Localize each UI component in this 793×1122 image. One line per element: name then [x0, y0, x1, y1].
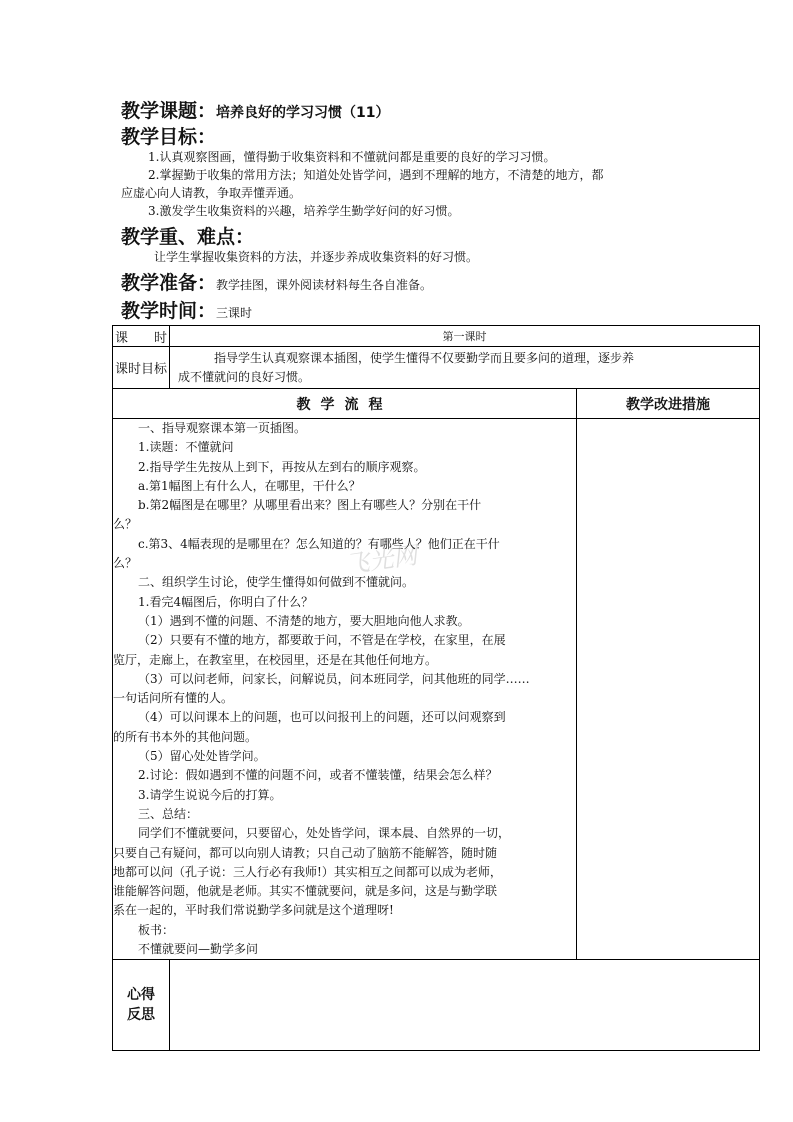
topic-row [121, 96, 761, 122]
objectives-row [121, 122, 761, 148]
objective-item: 1.认真观察图画，懂得勤于收集资料和不懂就问都是重要的良好的学习习惯。 [148, 150, 556, 164]
goal-value-cell [170, 347, 760, 389]
reflect-row [113, 960, 760, 1051]
goal-line: 指导学生认真观察课本插图，使学生懂得不仅要勤学而且要多问的道理，逐步养 [178, 351, 635, 365]
key-points-label: 教学重、难点： [121, 226, 255, 248]
flow-line: 3.请学生说说今后的打算。 [138, 787, 282, 802]
goal-label-cell [113, 347, 170, 389]
lesson-header [121, 96, 761, 322]
flow-line: （2）只要有不懂的地方，都要敢于问，不管是在学校，在家里，在展 [138, 633, 506, 648]
period-label: 课 时 [114, 330, 167, 346]
time-row [121, 296, 761, 322]
flow-line: 不懂就要问—勤学多问 [138, 942, 259, 957]
flow-line: 么？ [113, 517, 138, 532]
goal-row [113, 347, 760, 389]
objective-item: 2.掌握勤于收集的常用方法；知道处处皆学问，遇到不理解的地方，不清楚的地方，都 [148, 168, 604, 182]
flow-line: （4）可以问课本上的问题，也可以问报刊上的问题，还可以问观察到 [138, 710, 506, 725]
time-label: 教学时间： [121, 300, 217, 322]
goal-label: 课时目标 [114, 362, 167, 377]
flow-line: a.第1幅图上有什么人，在哪里，干什么？ [138, 478, 361, 493]
reflect-label-cell [113, 960, 170, 1051]
flow-line: 系在一起的，平时我们常说勤学多问就是这个道理呀! [113, 903, 394, 918]
flow-line: 二、组织学生讨论，使学生懂得如何做到不懂就问。 [138, 575, 415, 590]
flow-line: 2.指导学生先按从上到下，再按从左到右的顺序观察。 [138, 459, 426, 474]
period-label-cell [113, 326, 170, 347]
period-row [113, 326, 760, 347]
flow-line: 地都可以问（孔子说：三人行必有我师!）其实相互之间都可以成为老师， [113, 864, 502, 879]
objectives-label: 教学目标： [121, 126, 217, 148]
flow-line: 谁能解答问题，他就是老师。其实不懂就要问，就是多问，这是与勤学联 [113, 884, 498, 899]
key-points-value: 让学生掌握收集资料的方法，并逐步养成收集资料的好习惯。 [154, 250, 479, 264]
flow-line: 的所有书本外的其他问题。 [113, 729, 258, 744]
preparation-value: 教学挂图，课外阅读材料每生各自准备。 [216, 278, 433, 292]
flow-line: 只要自己有疑问，都可以向别人请教；只自己动了脑筋不能解答，随时随 [113, 845, 498, 860]
preparation-label: 教学准备： [121, 272, 217, 294]
objective-item: 3.激发学生收集资料的兴趣，培养学生勤学好问的好习惯。 [148, 204, 460, 218]
flow-line: （3）可以问老师，问家长，问解说员，问本班同学，问其他班的同学…… [138, 671, 530, 686]
time-value: 三课时 [216, 306, 253, 320]
key-points-row [121, 222, 761, 248]
flow-line: 一、指导观察课本第一页插图。 [138, 421, 307, 435]
flow-line: b.第2幅图是在哪里？从哪里看出来？图上有哪些人？分别在干什 [138, 498, 482, 513]
flow-line: 三、总结： [138, 806, 199, 821]
flow-content-cell [113, 419, 577, 960]
reflect-content-cell[interactable] [170, 960, 760, 1051]
improve-header-cell [577, 389, 760, 419]
flow-line: 1.读题：不懂就问 [138, 440, 234, 455]
flow-header-row [113, 389, 760, 419]
flow-line: 览厅，走廊上，在教室里，在校园里，还是在其他任何地方。 [113, 652, 438, 667]
period-value: 第一课时 [442, 330, 487, 343]
topic-value: 培养良好的学习习惯（11） [216, 105, 390, 121]
flow-line: 一句话问所有懂的人。 [113, 691, 234, 706]
flow-header: 教学流程 [296, 396, 393, 413]
preparation-row [121, 268, 761, 296]
flow-line: （1）遇到不懂的问题、不清楚的地方，要大胆地向他人求教。 [138, 613, 470, 628]
reflect-label-line: 反思 [127, 1007, 155, 1024]
flow-line: c.第3、4幅表现的是哪里在？怎么知道的？有哪些人？他们正在干什 [138, 536, 500, 551]
flow-header-cell [113, 389, 577, 419]
flow-line: 1.看完4幅图后，你明白了什么？ [138, 594, 314, 609]
flow-line: 同学们不懂就要问，只要留心，处处皆学问，课本晨、自然界的一切， [138, 826, 511, 841]
flow-line: 2.讨论：假如遇到不懂的问题不问，或者不懂装懂，结果会怎么样？ [138, 768, 498, 783]
objectives-list [121, 148, 761, 220]
improve-content-cell [577, 419, 760, 960]
flow-row [113, 419, 760, 960]
period-value-cell [170, 326, 760, 347]
flow-line: 板书： [138, 922, 175, 937]
improve-header: 教学改进措施 [626, 396, 710, 413]
flow-line: （5）留心处处皆学问。 [138, 749, 266, 764]
flow-line: 么？ [113, 556, 138, 571]
objective-item: 应虚心向人请教，争取弄懂弄通。 [121, 186, 302, 200]
lesson-table [112, 325, 760, 1051]
goal-line: 成不懂就问的良好习惯。 [178, 370, 311, 384]
reflect-label-line: 心得 [127, 987, 155, 1004]
topic-label: 教学课题： [121, 100, 217, 122]
watermark: 飞光网 [343, 541, 419, 579]
